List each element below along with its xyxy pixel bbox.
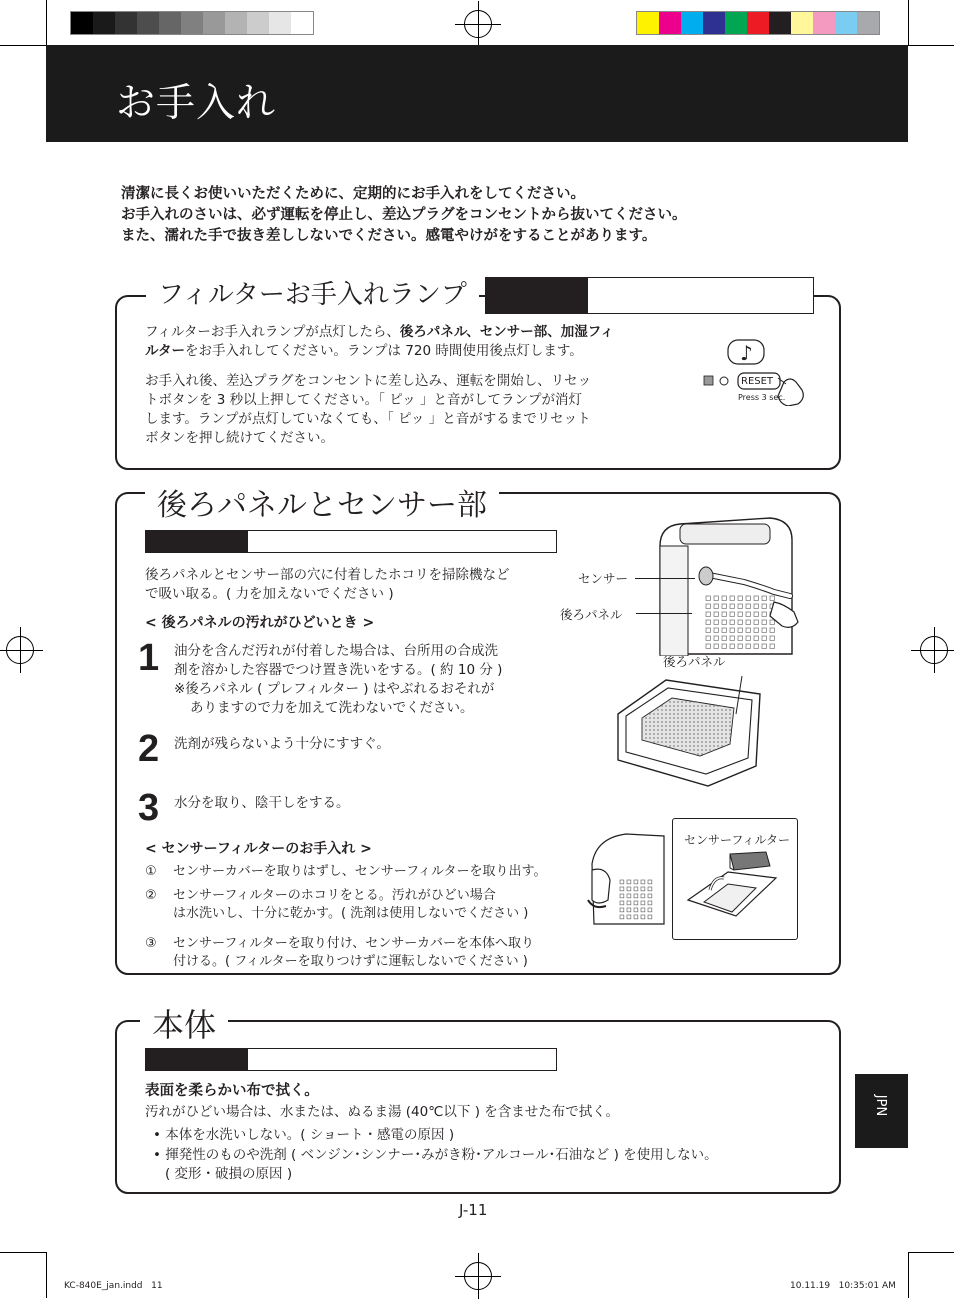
color-swatch <box>159 12 181 34</box>
color-swatch <box>725 12 747 34</box>
step-1-text: 油分を含んだ汚れが付着した場合は、台所用の合成洗 剤を溶かした容器でつけ置き洗いをする。( 約 10 分 ) ※後ろパネル ( プレフィルター ) はやぶれるおそれが ありますので力を加えて洗わないでください。 <box>174 643 503 716</box>
registration-mark-bottom <box>464 1262 492 1290</box>
crop-mark <box>908 1252 954 1253</box>
body-heading: 表面を柔らかい布で拭く。 <box>145 1083 319 1099</box>
language-side-tab <box>855 1074 908 1148</box>
color-swatch <box>835 12 857 34</box>
step-2-text: 洗剤が残らないよう十分にすすぐ。 <box>174 736 390 752</box>
color-swatch-bar <box>636 11 880 35</box>
registration-mark-top <box>464 10 492 38</box>
intro-line: 清潔に長くお使いいただくために、定期的にお手入れをしてください。 <box>121 186 585 202</box>
filter-lamp-para1: フィルターお手入れランプが点灯したら、後ろパネル、センサー部、加湿フィ ルターをお手入れしてください。ランプは 720 時間使用後点灯します。 <box>145 324 614 359</box>
color-swatch <box>291 12 313 34</box>
press-3sec-label: Press 3 sec. <box>738 393 786 402</box>
filter-lamp-para2: お手入れ後、差込プラグをコンセントに差し込み、運転を開始し、リセッ トボタンを 3 秒以上押してください。「 ピッ 」と音がしてランプが消灯 します。ランプが点灯していなくても、「 ピッ 」と音がするまでリセット ボタンを押し続けてください。 <box>145 373 592 446</box>
sensor-step-1: ① センサーカバーを取りはずし、センサーフィルターを取り出す。 <box>145 864 547 879</box>
color-swatch <box>659 12 681 34</box>
sensor-filter-illustration <box>680 848 790 934</box>
crop-mark <box>908 1252 909 1298</box>
color-swatch <box>769 12 791 34</box>
color-swatch <box>71 12 93 34</box>
wash-tray-illustration <box>612 664 762 788</box>
rear-panel-title: 後ろパネルとセンサー部 <box>145 480 499 524</box>
registration-mark-right <box>920 636 948 664</box>
step-3-text: 水分を取り、陰干しをする。 <box>174 795 350 811</box>
crop-mark <box>908 0 909 45</box>
sensor-leader-line <box>635 578 695 579</box>
crop-mark <box>46 0 47 45</box>
color-swatch <box>225 12 247 34</box>
language-tab-label: JPN <box>873 1094 889 1117</box>
reset-button-label: RESET <box>741 376 774 387</box>
intro-line: お手入れのさいは、必ず運転を停止し、差込プラグをコンセントから抜いてください。 <box>121 207 687 223</box>
purifier-rear-illustration <box>656 516 806 656</box>
sensor-step-3: ③ センサーフィルターを取り付け、センサーカバーを本体へ取り 付ける。( フィルターを取りつけずに運転しないでください ) <box>145 936 535 969</box>
color-swatch <box>681 12 703 34</box>
crop-mark <box>46 1252 47 1298</box>
crop-mark <box>0 1252 46 1253</box>
color-swatch <box>137 12 159 34</box>
page-title: お手入れ <box>116 81 277 126</box>
body-bullet-1: • 本体を水洗いしない。( ショート・感電の原因 ) <box>153 1127 455 1143</box>
crop-mark <box>0 45 46 46</box>
rear-panel-label: 後ろパネル <box>560 607 623 622</box>
sensor-filter-label: センサーフィルター <box>684 833 790 847</box>
sensor-cover-illustration <box>586 830 666 930</box>
color-swatch <box>115 12 137 34</box>
color-swatch <box>269 12 291 34</box>
step-2-number: 2 <box>138 728 160 770</box>
color-swatch <box>203 12 225 34</box>
step-3-number: 3 <box>138 787 160 829</box>
color-swatch <box>747 12 769 34</box>
body-bar <box>145 1048 557 1071</box>
color-swatch <box>813 12 835 34</box>
dirty-heading: < 後ろパネルの汚れがひどいとき > <box>145 615 375 631</box>
rear-panel-leader-line <box>636 613 692 614</box>
crop-mark <box>908 45 954 46</box>
intro-text <box>121 184 687 247</box>
rear-panel-bar <box>145 530 557 553</box>
footer-filename: KC-840E_jan.indd 11 <box>64 1281 163 1291</box>
music-note-icon: ♪ <box>740 341 753 365</box>
rear-panel-label-2: 後ろパネル <box>663 654 726 669</box>
body-line1: 汚れがひどい場合は、水または、ぬるま湯 (40℃以下 ) を含ませた布で拭く。 <box>145 1104 619 1120</box>
page-number: J-11 <box>459 1201 488 1219</box>
sensor-step-2: ② センサーフィルターのホコリをとる。汚れがひどい場合 は水洗いし、十分に乾かす。( 洗剤は使用しないでください ) <box>145 888 529 921</box>
color-swatch <box>703 12 725 34</box>
rear-panel-intro: 後ろパネルとセンサー部の穴に付着したホコリを掃除機など で吸い取る。( 力を加えないでください ) <box>145 567 510 602</box>
intro-line: また、濡れた手で抜き差ししないでください。感電やけがをすることがあります。 <box>121 228 657 244</box>
color-swatch <box>181 12 203 34</box>
color-swatch <box>791 12 813 34</box>
color-swatch <box>93 12 115 34</box>
footer-timestamp: 10.11.19 10:35:01 AM <box>790 1281 896 1291</box>
sensor-label: センサー <box>578 571 629 586</box>
registration-mark-left <box>6 636 34 664</box>
color-swatch <box>637 12 659 34</box>
filter-lamp-title: フィルターお手入れランプ <box>146 274 479 311</box>
color-swatch <box>857 12 879 34</box>
gray-swatch-bar <box>70 11 314 35</box>
step-1-number: 1 <box>138 637 160 679</box>
body-bullet-2: • 揮発性のものや洗剤 ( ベンジン･シンナー･みがき粉･アルコール･石油など ) を使用しない。 <box>153 1147 718 1163</box>
filter-lamp-bar <box>485 277 814 314</box>
body-title: 本体 <box>140 1000 228 1046</box>
color-swatch <box>247 12 269 34</box>
sensor-heading: < センサーフィルターのお手入れ > <box>145 841 372 857</box>
body-bullet-2-cont: ( 変形・破損の原因 ) <box>165 1166 293 1182</box>
